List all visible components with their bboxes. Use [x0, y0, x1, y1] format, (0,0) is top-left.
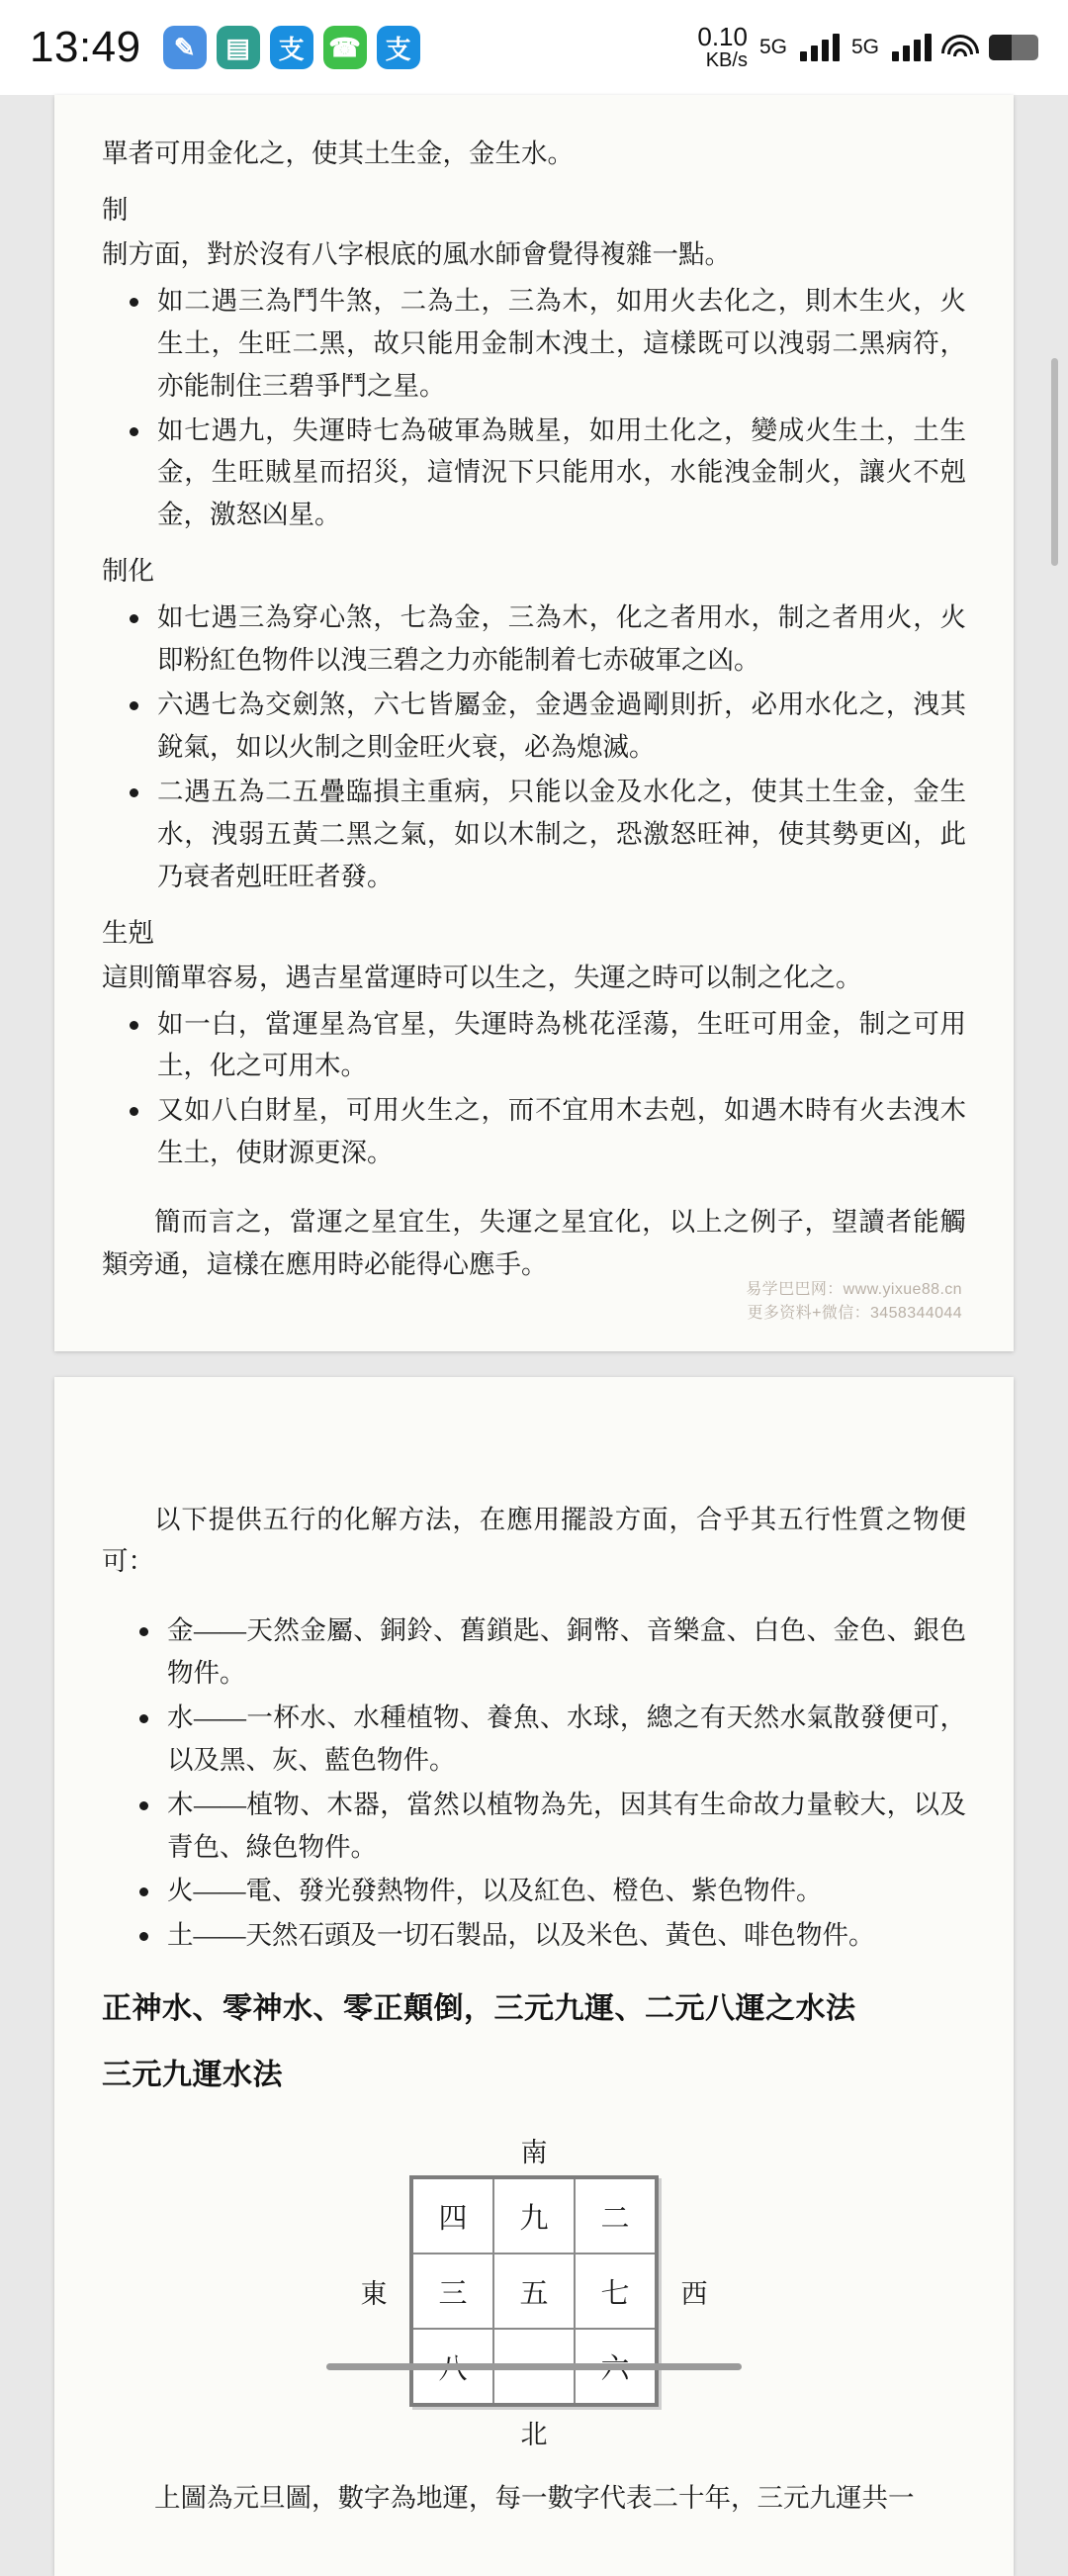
page1-section-label-zhihua: 制化 [102, 556, 154, 587]
document-page-1 [54, 95, 1014, 1351]
notes-app-icon[interactable]: ▤ [217, 26, 260, 69]
list-item: 如七遇九，失運時七為破軍為賊星，如用土化之，變成火生土，土生金，生旺賊星而招災，這情況下只能用水，水能洩金制火，讓火不剋金，激怒凶星。 [155, 410, 966, 537]
page1-section1-list [102, 280, 966, 537]
page2-heading-1: 正神水、零神水、零正顛倒，三元九運、二元八運之水法 [102, 1992, 856, 2026]
table-row [411, 2177, 657, 2254]
network-speed-unit: KB/s [705, 49, 748, 72]
scrollbar-thumb[interactable] [1051, 358, 1058, 566]
grid-cell: 二 [575, 2177, 657, 2254]
list-item: 木——植物、木器，當然以植物為先，因其有生命故力量較大，以及青色、綠色物件。 [165, 1784, 966, 1869]
list-item: 二遇五為二五疊臨損主重病，只能以金及水化之，使其土生金，金生水，洩弱五黃二黑之氣，如以木制之，恐激怒旺神，使其勢更凶，此乃衰者剋旺旺者發。 [155, 771, 966, 898]
watermark [746, 1278, 962, 1326]
direction-label-west: 西 [680, 2278, 708, 2309]
page1-section-label-zhi: 制 [102, 194, 129, 225]
page1-section-label-shengke: 生剋 [102, 917, 154, 948]
list-item: 六遇七為交劍煞，六七皆屬金，金遇金過剛則折，必用水化之，洩其銳氣，如以火制之則金旺火衰，必為熄滅。 [155, 684, 966, 769]
status-bar [0, 0, 1068, 95]
grid-cell: 四 [411, 2177, 493, 2254]
direction-label-south: 南 [520, 2138, 548, 2168]
watermark-line-1: 易学巴巴网：www.yixue88.cn [746, 1281, 962, 1299]
list-item: 火——電、發光發熱物件，以及紅色、橙色、紫色物件。 [165, 1870, 966, 1912]
grid-cell: 五 [493, 2254, 575, 2329]
grid-cell: 七 [575, 2254, 657, 2329]
page1-section3-list [102, 1003, 966, 1175]
scrollbar-track[interactable] [1052, 190, 1060, 2374]
direction-label-north: 北 [520, 2420, 548, 2450]
list-item: 土——天然石頭及一切石製品，以及米色、黃色、啡色物件。 [165, 1914, 966, 1957]
page1-closing-paragraph: 簡而言之，當運之星宜生，失運之星宜化，以上之例子，望讀者能觸類旁通，這樣在應用時必能得心應手。 [102, 1206, 966, 1279]
status-app-icons [163, 26, 420, 69]
sim2-signal-icon [892, 34, 932, 61]
status-clock: 13:49 [30, 23, 141, 71]
sim1-network-label: 5G [758, 35, 787, 58]
page1-section2-list [102, 597, 966, 897]
list-item: 如七遇三為穿心煞，七為金，三為木，化之者用水，制之者用火，火即粉紅色物件以洩三碧之力亦能制着七赤破軍之凶。 [155, 597, 966, 682]
document-page-2 [54, 1377, 1014, 2576]
network-speed-value: 0.10 [697, 21, 748, 51]
list-item: 如一白，當運星為官星，失運時為桃花淫蕩，生旺可用金，制之可用土，化之可用木。 [155, 1003, 966, 1088]
status-right-cluster [697, 21, 1038, 72]
network-speed [697, 21, 748, 72]
list-item: 又如八白財星，可用火生之，而不宜用木去剋，如遇木時有火去洩木生土，使財源更深。 [155, 1089, 966, 1174]
page1-section3-lead: 這則簡單容易，遇吉星當運時可以生之，失運之時可以制之化之。 [102, 962, 862, 992]
document-viewer[interactable] [0, 95, 1068, 2514]
alipay-app-icon[interactable]: 支 [270, 26, 313, 69]
grid-cell: 九 [493, 2177, 575, 2254]
direction-label-east: 東 [360, 2278, 388, 2309]
phone-app-icon[interactable]: ☎ [323, 26, 367, 69]
watermark-line-2: 更多资料+微信：3458344044 [747, 1305, 962, 1323]
luoshu-grid-figure [326, 2131, 742, 2451]
battery-icon [989, 35, 1038, 60]
list-item: 如二遇三為鬥牛煞，二為土，三為木，如用火去化之，則木生火，火生土，生旺二黑，故只能用金制木洩土，這樣既可以洩弱二黑病符，亦能制住三碧爭鬥之星。 [155, 280, 966, 408]
luoshu-grid-table [409, 2175, 659, 2407]
list-item: 水——一杯水、水種植物、養魚、水球，總之有天然水氣散發便可，以及黑、灰、藍色物件。 [165, 1697, 966, 1782]
grid-cell: 三 [411, 2254, 493, 2329]
page1-intro-paragraph: 單者可用金化之，使其土生金，金生水。 [102, 138, 574, 168]
page1-section1-lead: 制方面，對於沒有八字根底的風水師會覺得複雜一點。 [102, 238, 731, 269]
page2-lead-paragraph: 以下提供五行的化解方法，在應用擺設方面，合乎其五行性質之物便可： [102, 1504, 966, 1577]
sim2-network-label: 5G [850, 35, 879, 58]
wifi-icon [943, 35, 977, 60]
sim1-signal-icon [800, 34, 840, 61]
page2-five-elements-list [102, 1610, 966, 1957]
edit-app-icon[interactable]: ✎ [163, 26, 207, 69]
page2-after-grid-paragraph: 上圖為元旦圖，數字為地運，每一數字代表二十年，三元九運共一 [154, 2483, 915, 2514]
page2-heading-2: 三元九運水法 [102, 2059, 283, 2092]
list-item: 金——天然金屬、銅鈴、舊鎖匙、銅幣、音樂盒、白色、金色、銀色物件。 [165, 1610, 966, 1695]
home-indicator[interactable] [326, 2363, 742, 2370]
alipay-second-app-icon[interactable]: 支 [377, 26, 420, 69]
table-row [411, 2254, 657, 2329]
